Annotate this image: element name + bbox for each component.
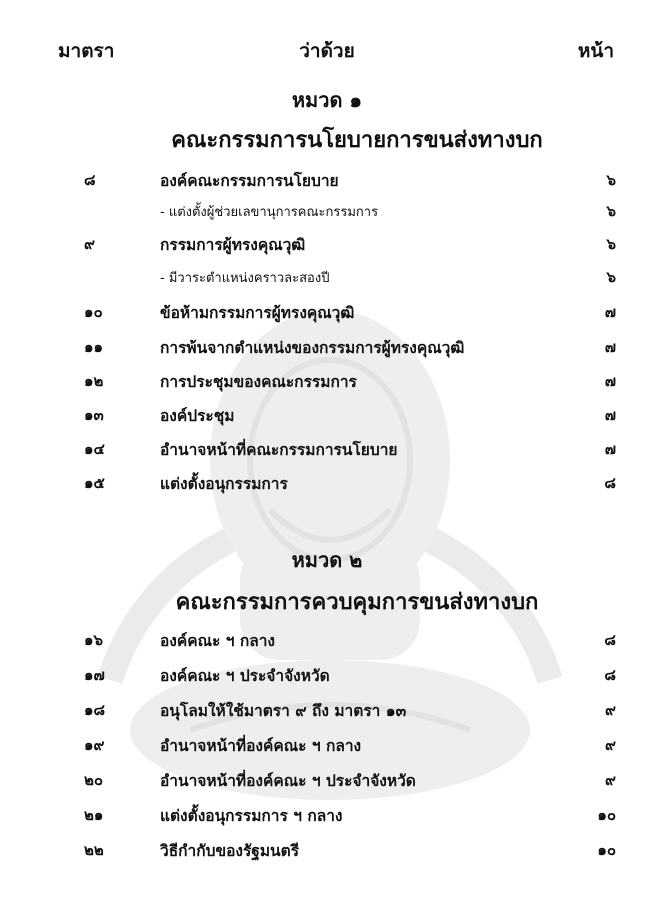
page-number: ๙ (605, 771, 616, 789)
toc-row[interactable] (0, 733, 654, 763)
section-number: ๑๕ (84, 474, 105, 492)
section-number: ๘ (84, 171, 96, 189)
section-number: ๑๘ (84, 701, 106, 719)
chapter-title: คณะกรรมการควบคุมการขนส่งทางบก (175, 590, 539, 615)
toc-row[interactable] (0, 300, 654, 330)
section-number: ๑๓ (84, 406, 104, 424)
toc-row[interactable] (0, 335, 654, 365)
column-header-page: หน้า (577, 40, 614, 62)
section-title: องค์คณะ ฯ กลาง (160, 632, 275, 650)
column-header-section: มาตรา (58, 40, 115, 62)
section-number: ๒๒ (84, 841, 104, 859)
section-title: อำนาจหน้าที่องค์คณะ ฯ กลาง (160, 737, 362, 755)
page-number: ๑๐ (597, 806, 616, 824)
section-number: ๒๑ (84, 806, 104, 824)
section-title: วิธีกำกับของรัฐมนตรี (160, 842, 300, 860)
section-number: ๑๗ (84, 666, 105, 684)
section-number: ๑๔ (84, 440, 105, 458)
toc-row[interactable] (0, 232, 654, 262)
section-title: การพ้นจากตำแหน่งของกรรมการผู้ทรงคุณวุฒิ (160, 339, 465, 357)
section-title: อำนาจหน้าที่องค์คณะ ฯ ประจำจังหวัด (160, 772, 416, 790)
toc-row[interactable] (0, 265, 654, 295)
toc-row[interactable] (0, 803, 654, 833)
toc-row[interactable] (0, 403, 654, 433)
section-title: การประชุมของคณะกรรมการ (160, 373, 357, 391)
section-title: แต่งตั้งอนุกรรมการ ฯ กลาง (160, 807, 343, 825)
chapter-heading: หมวด ๑ (291, 88, 363, 112)
page-number: ๙ (605, 736, 616, 754)
page-number: ๖ (606, 268, 616, 286)
section-title: กรรมการผู้ทรงคุณวุฒิ (160, 236, 306, 254)
section-title: องค์คณะกรรมการนโยบาย (160, 172, 339, 190)
page-number: ๗ (604, 406, 616, 424)
page-number: ๗ (604, 372, 616, 390)
section-number: ๒๐ (84, 771, 104, 789)
column-header-subject: ว่าด้วย (299, 40, 355, 62)
page-number: ๘ (604, 666, 616, 684)
page-number: ๗ (604, 303, 616, 321)
section-title: แต่งตั้งอนุกรรมการ (160, 475, 288, 493)
page-number: ๘ (604, 631, 616, 649)
section-number: ๑๐ (84, 303, 103, 321)
page-number: ๖ (606, 171, 616, 189)
toc-row[interactable] (0, 199, 654, 229)
section-title: อนุโลมให้ใช้มาตรา ๙ ถึง มาตรา ๑๓ (160, 702, 407, 720)
section-number: ๑๖ (84, 631, 104, 649)
toc-row[interactable] (0, 471, 654, 501)
chapter-heading: หมวด ๒ (291, 548, 363, 572)
section-number: ๑๑ (84, 338, 104, 356)
toc-row[interactable] (0, 168, 654, 198)
toc-row[interactable] (0, 369, 654, 399)
toc-row[interactable] (0, 698, 654, 728)
section-subtitle: - แต่งตั้งผู้ช่วยเลขานุการคณะกรรมการ (160, 205, 379, 220)
toc-row[interactable] (0, 628, 654, 658)
section-number: ๑๙ (84, 736, 105, 754)
page-number: ๖ (606, 202, 616, 220)
section-title: ข้อห้ามกรรมการผู้ทรงคุณวุฒิ (160, 304, 355, 322)
section-title: องค์คณะ ฯ ประจำจังหวัด (160, 667, 330, 685)
toc-row[interactable] (0, 663, 654, 693)
page-number: ๗ (604, 338, 616, 356)
toc-row[interactable] (0, 768, 654, 798)
page-number: ๙ (605, 701, 616, 719)
section-title: อำนาจหน้าที่คณะกรรมการนโยบาย (160, 441, 398, 459)
section-title: องค์ประชุม (160, 407, 235, 425)
section-number: ๙ (84, 235, 95, 253)
chapter-title: คณะกรรมการนโยบายการขนส่งทางบก (171, 128, 543, 153)
page-number: ๖ (606, 235, 616, 253)
page-number: ๘ (604, 474, 616, 492)
page-number: ๑๐ (597, 841, 616, 859)
toc-row[interactable] (0, 838, 654, 868)
section-number: ๑๒ (84, 372, 104, 390)
toc-row[interactable] (0, 437, 654, 467)
section-subtitle: - มีวาระตำแหน่งคราวละสองปี (160, 271, 330, 286)
page-number: ๗ (604, 440, 616, 458)
